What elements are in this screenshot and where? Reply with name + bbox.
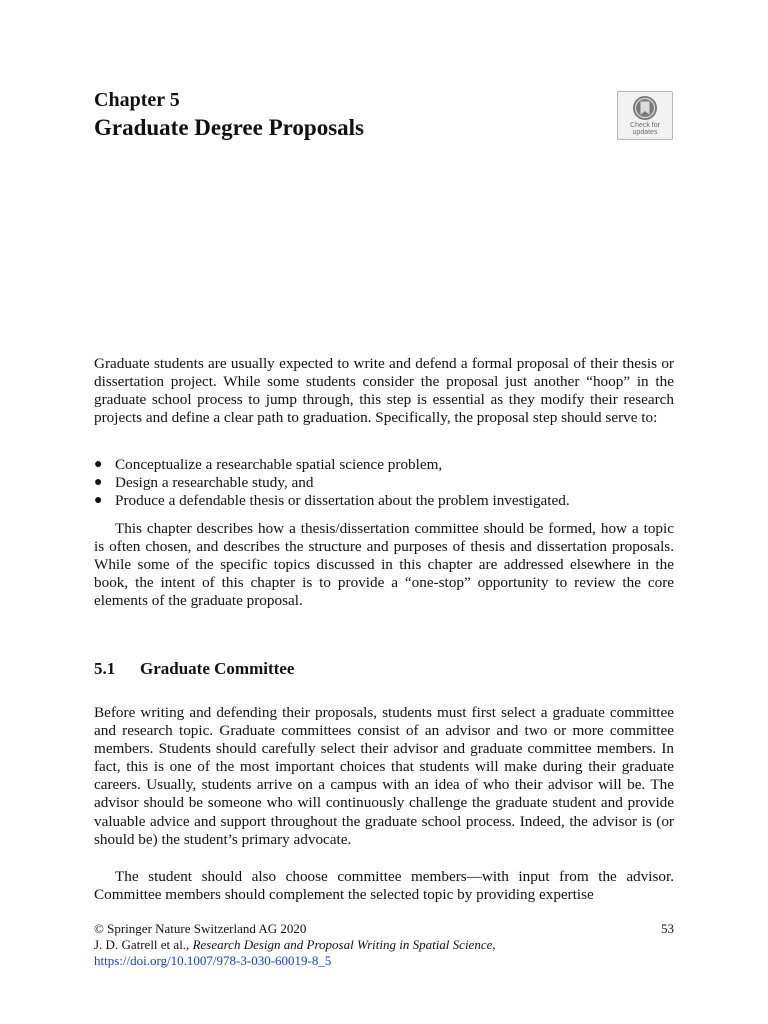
section-heading bbox=[94, 658, 294, 680]
committee-paragraph-2: The student should also choose committee members—with input from the advisor. Committee members should complement the selected topic by providing expertise bbox=[94, 868, 674, 904]
check-for-updates-badge[interactable] bbox=[617, 91, 673, 140]
bullet-icon: ● bbox=[94, 457, 103, 472]
bullet-icon: ● bbox=[94, 475, 103, 491]
citation-suffix: , bbox=[492, 937, 496, 952]
doi-link[interactable]: https://doi.org/10.1007/978-3-030-60019-8_5 bbox=[94, 953, 332, 968]
bookmark-check-icon bbox=[632, 95, 658, 121]
chapter-description-paragraph: This chapter describes how a thesis/dissertation committee should be formed, how a topic is often chosen, and describes the structure and purposes of thesis and dissertation proposals. While some of the specific topics discussed in this chapter are addressed elsewhere in the book, the intent of this chapter is to provide a “one-stop” opportunity to review the core elements of the graduate proposal. bbox=[94, 520, 674, 610]
section-title: Graduate Committee bbox=[140, 659, 295, 678]
objectives-list bbox=[94, 456, 674, 510]
copyright-line: © Springer Nature Switzerland AG 2020 bbox=[94, 921, 307, 936]
bullet-icon: ● bbox=[94, 493, 103, 509]
chapter-label: Chapter 5 bbox=[94, 89, 180, 111]
list-item bbox=[94, 474, 674, 492]
list-item-text: Design a researchable study, and bbox=[115, 474, 314, 492]
page bbox=[94, 0, 674, 1024]
list-item-text: Conceptualize a researchable spatial science problem, bbox=[115, 456, 443, 473]
section-number: 5.1 bbox=[94, 659, 116, 678]
badge-label: Check for updates bbox=[630, 122, 660, 136]
page-number: 53 bbox=[661, 921, 674, 936]
chapter-title: Graduate Degree Proposals bbox=[94, 115, 365, 140]
committee-paragraph-1: Before writing and defending their proposals, students must first select a graduate committee and research topic. Graduate committees consist of an advisor and two or more committee members. Students should carefully select their advisor and graduate committee members. In fact, this is one of the most important choices that students will make during their graduate careers. Usually, students arrive on a campus with an idea of who their advisor will be. The advisor should be someone who will continuously challenge the graduate student and provide valuable advice and support throughout the graduate school process. Indeed, the advisor is (or should be) the student’s primary advocate. bbox=[94, 704, 674, 848]
footer bbox=[94, 921, 674, 969]
book-title: Research Design and Proposal Writing in Spatial Science bbox=[192, 937, 493, 952]
intro-paragraph: Graduate students are usually expected to write and defend a formal proposal of their thesis or dissertation project. While some students consider the proposal just another “hoop” in the graduate school process to jump through, this step is essential as they modify their research projects and define a clear path to graduation. Specifically, the proposal step should serve to: bbox=[94, 355, 674, 427]
citation-line bbox=[94, 937, 674, 953]
list-item-text: Produce a defendable thesis or dissertation about the problem investigated. bbox=[115, 492, 570, 510]
citation-authors: J. D. Gatrell et al., bbox=[94, 937, 193, 952]
list-item bbox=[94, 492, 674, 510]
list-item bbox=[94, 456, 674, 474]
